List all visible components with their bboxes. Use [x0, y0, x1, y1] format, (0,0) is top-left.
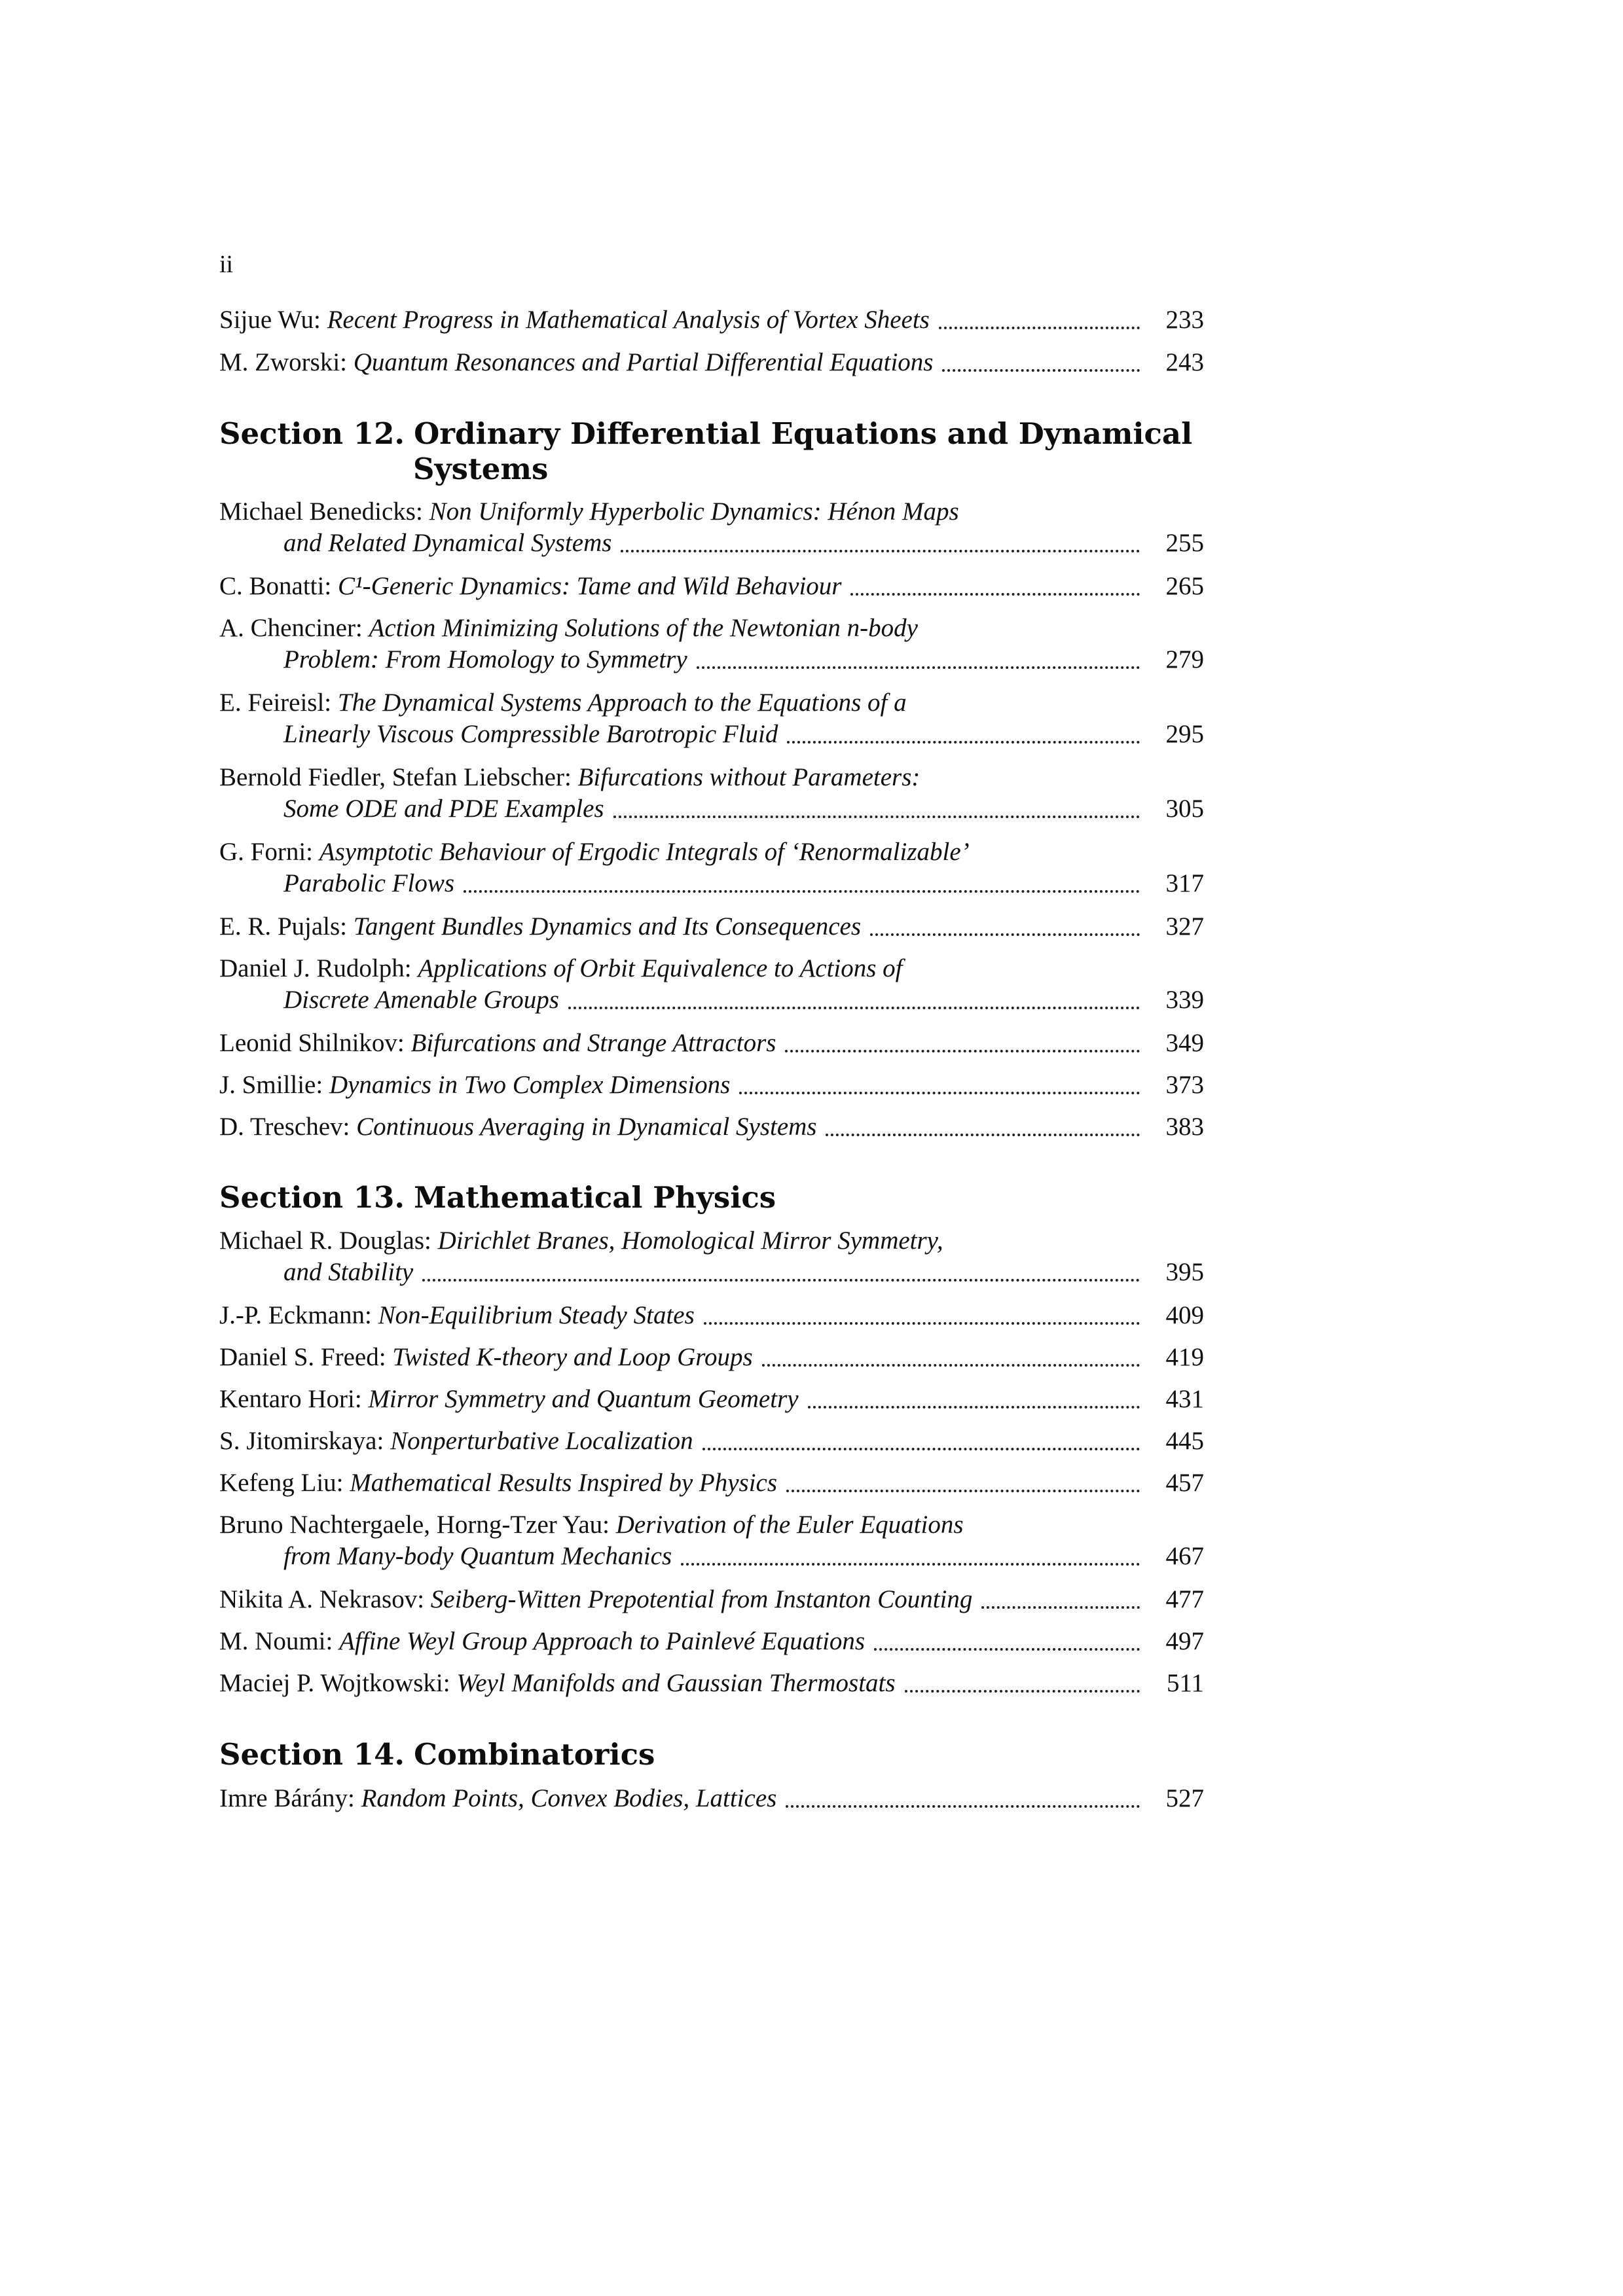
- entry-title: Continuous Averaging in Dynamical Systems: [356, 1113, 817, 1141]
- toc-entry[interactable]: [219, 1426, 1204, 1457]
- entry-title: Dirichlet Branes, Homological Mirror Symmetry,: [437, 1227, 943, 1255]
- dot-leader: [613, 815, 1140, 818]
- entry-title: Mirror Symmetry and Quantum Geometry: [368, 1385, 799, 1413]
- toc-entry[interactable]: [219, 1584, 1204, 1615]
- toc-entry[interactable]: [219, 836, 1204, 899]
- entry-page: 511: [1166, 1669, 1204, 1697]
- entry-author: Sijue Wu:: [219, 306, 321, 334]
- entry-page: 431: [1165, 1385, 1204, 1413]
- toc-entry[interactable]: [219, 613, 1204, 675]
- toc-entry[interactable]: [219, 1668, 1204, 1699]
- section-title-cont: Systems: [413, 452, 549, 486]
- entry-author: M. Noumi:: [219, 1627, 333, 1655]
- entry-page: 457: [1165, 1469, 1204, 1497]
- entry-page: 527: [1165, 1784, 1204, 1812]
- entry-author: J.-P. Eckmann:: [219, 1301, 372, 1329]
- entry-author: Daniel J. Rudolph:: [219, 954, 412, 982]
- entry-page: 339: [1165, 986, 1204, 1014]
- entry-title: Random Points, Convex Bodies, Lattices: [361, 1784, 777, 1812]
- entry-title: Weyl Manifolds and Gaussian Thermostats: [456, 1669, 896, 1697]
- entry-title-cont: Discrete Amenable Groups: [283, 986, 559, 1014]
- entry-page: 279: [1165, 645, 1204, 673]
- section-label: Section 13.: [219, 1180, 405, 1215]
- toc-entry[interactable]: [219, 571, 1204, 602]
- entry-author: G. Forni:: [219, 838, 314, 866]
- toc-entry[interactable]: [219, 1225, 1204, 1288]
- entry-author: M. Zworski:: [219, 348, 347, 376]
- entry-page: 477: [1165, 1585, 1204, 1613]
- dot-leader: [874, 1647, 1140, 1651]
- entry-title: Asymptotic Behaviour of Ergodic Integrals of ‘Renormalizable’: [319, 838, 970, 866]
- dot-leader: [850, 592, 1140, 596]
- toc-entry[interactable]: [219, 1028, 1204, 1059]
- entry-title: Derivation of the Euler Equations: [615, 1511, 964, 1539]
- entry-author: Maciej P. Wojtkowski:: [219, 1669, 450, 1697]
- entry-page: 349: [1165, 1029, 1204, 1057]
- entry-title: Affine Weyl Group Approach to Painlevé Equations: [339, 1627, 866, 1655]
- toc-entry[interactable]: [219, 911, 1204, 942]
- toc-entry[interactable]: [219, 1300, 1204, 1331]
- entry-title: Tangent Bundles Dynamics and Its Consequences: [353, 912, 862, 941]
- entry-title-cont: and Related Dynamical Systems: [283, 529, 612, 557]
- dot-leader: [704, 1321, 1140, 1325]
- dot-leader: [870, 933, 1140, 936]
- entry-author: Michael R. Douglas:: [219, 1227, 431, 1255]
- section-label: Section 12.: [219, 416, 405, 451]
- entry-author: S. Jitomirskaya:: [219, 1427, 384, 1455]
- entry-author: Kefeng Liu:: [219, 1469, 344, 1497]
- entry-author: Leonid Shilnikov:: [219, 1029, 405, 1057]
- dot-leader: [568, 1006, 1140, 1009]
- toc-entry[interactable]: [219, 1384, 1204, 1415]
- entry-page: 395: [1165, 1258, 1204, 1286]
- entry-title-cont: and Stability: [283, 1258, 414, 1286]
- entry-title-cont: from Many-body Quantum Mechanics: [283, 1542, 672, 1570]
- entry-page: 255: [1165, 529, 1204, 557]
- entry-page: 419: [1165, 1343, 1204, 1371]
- entry-title: Action Minimizing Solutions of the Newtonian n-body: [369, 614, 918, 642]
- entry-author: Bruno Nachtergaele, Horng-Tzer Yau:: [219, 1511, 610, 1539]
- entry-title: Bifurcations without Parameters:: [577, 763, 921, 791]
- toc-entry[interactable]: [219, 1783, 1204, 1814]
- dot-leader: [939, 326, 1140, 329]
- entry-page: 327: [1165, 912, 1204, 941]
- dot-leader: [422, 1278, 1140, 1282]
- section-title: Combinatorics: [414, 1737, 655, 1772]
- entry-title: Recent Progress in Mathematical Analysis of Vortex Sheets: [327, 306, 930, 334]
- entry-title: Quantum Resonances and Partial Differential Equations: [353, 348, 934, 376]
- entry-page: 317: [1165, 869, 1204, 897]
- entry-author: D. Treschev:: [219, 1113, 350, 1141]
- entry-title-cont: Problem: From Homology to Symmetry: [283, 645, 687, 673]
- entry-title: The Dynamical Systems Approach to the Equations of a: [337, 689, 907, 717]
- entry-author: E. R. Pujals:: [219, 912, 348, 941]
- dot-leader: [681, 1562, 1140, 1566]
- toc-entry[interactable]: [219, 1342, 1204, 1373]
- toc-entry[interactable]: [219, 347, 1204, 378]
- dot-leader: [826, 1133, 1140, 1136]
- toc-entry[interactable]: [219, 687, 1204, 750]
- entry-title: Mathematical Results Inspired by Physics: [350, 1469, 778, 1497]
- dot-leader: [981, 1605, 1140, 1609]
- toc-entry[interactable]: [219, 762, 1204, 825]
- entry-page: 497: [1165, 1627, 1204, 1655]
- toc-entry[interactable]: [219, 1467, 1204, 1499]
- section-title: Mathematical Physics: [414, 1180, 776, 1215]
- section-title: Ordinary Differential Equations and Dynamical: [414, 416, 1193, 451]
- entry-title-cont: Linearly Viscous Compressible Barotropic Fluid: [283, 720, 778, 748]
- entry-author: J. Smillie:: [219, 1071, 323, 1099]
- entry-title: Nonperturbative Localization: [390, 1427, 693, 1455]
- entry-title: C¹-Generic Dynamics: Tame and Wild Behaviour: [337, 572, 842, 600]
- entry-title: Twisted K-theory and Loop Groups: [392, 1343, 753, 1371]
- section-14-heading: [219, 1737, 1234, 1772]
- page-number: ii: [219, 251, 234, 278]
- entry-title: Bifurcations and Strange Attractors: [410, 1029, 776, 1057]
- toc-entry[interactable]: [219, 1111, 1204, 1143]
- entry-author: Bernold Fiedler, Stefan Liebscher:: [219, 763, 572, 791]
- dot-leader: [808, 1405, 1140, 1408]
- toc-entry[interactable]: [219, 304, 1204, 336]
- dot-leader: [905, 1689, 1140, 1693]
- dot-leader: [786, 1489, 1140, 1492]
- entry-page: 445: [1165, 1427, 1204, 1455]
- dot-leader: [702, 1447, 1140, 1450]
- section-13-heading: [219, 1180, 1234, 1215]
- dot-leader: [464, 889, 1140, 893]
- dot-leader: [786, 1804, 1140, 1808]
- entry-title: Non Uniformly Hyperbolic Dynamics: Hénon Maps: [429, 497, 959, 526]
- dot-leader: [697, 666, 1140, 669]
- entry-page: 265: [1165, 572, 1204, 600]
- entry-author: Daniel S. Freed:: [219, 1343, 386, 1371]
- entry-author: A. Chenciner:: [219, 614, 363, 642]
- entry-title-cont: Parabolic Flows: [283, 869, 455, 897]
- entry-page: 295: [1165, 720, 1204, 748]
- dot-leader: [621, 549, 1140, 552]
- dot-leader: [942, 368, 1140, 372]
- entry-page: 467: [1165, 1542, 1204, 1570]
- toc-entry[interactable]: [219, 496, 1204, 559]
- entry-author: C. Bonatti:: [219, 572, 332, 600]
- entry-title: Applications of Orbit Equivalence to Actions of: [418, 954, 903, 982]
- entry-title: Non-Equilibrium Steady States: [378, 1301, 695, 1329]
- entry-page: 373: [1165, 1071, 1204, 1099]
- entry-page: 383: [1165, 1113, 1204, 1141]
- dot-leader: [762, 1363, 1140, 1367]
- section-label: Section 14.: [219, 1737, 405, 1772]
- entry-author: Imre Bárány:: [219, 1784, 355, 1812]
- entry-page: 243: [1165, 348, 1204, 376]
- entry-page: 305: [1165, 795, 1204, 823]
- entry-page: 233: [1165, 306, 1204, 334]
- toc-entry[interactable]: [219, 1626, 1204, 1657]
- entry-author: Nikita A. Nekrasov:: [219, 1585, 425, 1613]
- dot-leader: [785, 1049, 1140, 1052]
- entry-author: Kentaro Hori:: [219, 1385, 362, 1413]
- dot-leader: [787, 740, 1140, 744]
- toc-entry[interactable]: [219, 953, 1204, 1016]
- toc-entry[interactable]: [219, 1509, 1204, 1572]
- entry-author: E. Feireisl:: [219, 689, 332, 717]
- entry-title: Dynamics in Two Complex Dimensions: [329, 1071, 731, 1099]
- entry-title: Seiberg-Witten Prepotential from Instanton Counting: [430, 1585, 973, 1613]
- toc-entry[interactable]: [219, 1069, 1204, 1101]
- section-12-heading: [219, 416, 1234, 487]
- dot-leader: [739, 1091, 1140, 1094]
- entry-page: 409: [1165, 1301, 1204, 1329]
- entry-author: Michael Benedicks:: [219, 497, 423, 526]
- entry-title-cont: Some ODE and PDE Examples: [283, 795, 604, 823]
